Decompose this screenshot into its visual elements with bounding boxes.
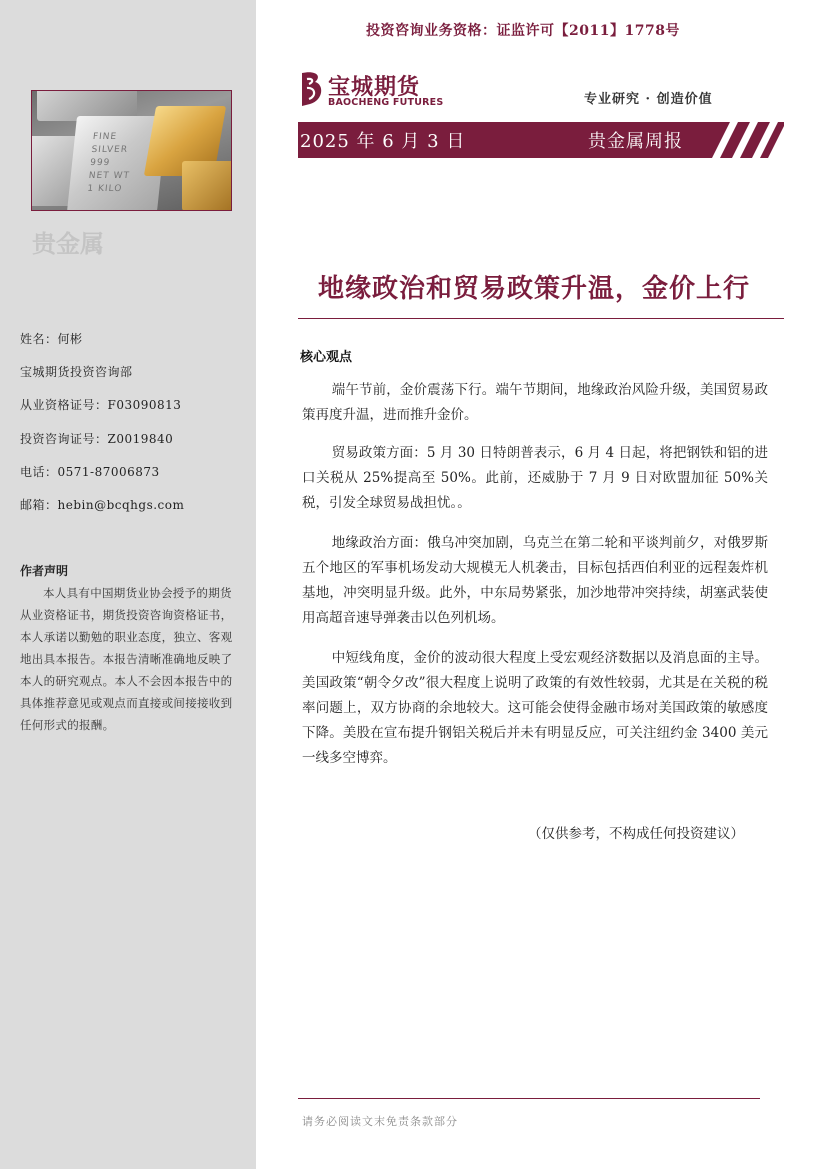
sidebar-category-label: 贵金属 — [32, 230, 104, 258]
report-headline: 地缘政治和贸易政策升温，金价上行 — [318, 274, 751, 304]
report-date: 2025 年 6 月 3 日 — [300, 131, 466, 152]
logo-mark-icon — [298, 70, 326, 108]
silver-bar-stamp — [87, 131, 135, 196]
bar-stamp-line: 999 — [89, 158, 111, 168]
report-type: 贵金属周报 — [588, 131, 683, 152]
author-phone: 电话：0571-87006873 — [20, 465, 160, 479]
footer-divider — [298, 1098, 760, 1099]
company-logo — [298, 70, 444, 110]
bar-stamp-line: SILVER — [90, 145, 129, 155]
paragraph: 中短线角度，金价的波动很大程度上受宏观经济数据以及消息面的主导。美国政策“朝令夕改”很大程度上说明了政策的有效性较弱，尤其是在关税的税率问题上，双方协商的余地较大。这可能会使得金融市场对美国政策的敏感度下降。美股在宣布提升钢铝关税后并未有明显反应，可关注纽约金 3400 美元一线多空博弈。 — [302, 650, 768, 766]
section-title: 核心观点 — [300, 350, 353, 365]
author-declaration-body: 本人具有中国期货业协会授予的期货从业资格证书，期货投资咨询资格证书，本人承诺以勤勉的职业态度，独立、客观地出具本报告。本报告清晰准确地反映了本人的研究观点。本人不会因本报告中的具体推荐意见或观点而直接或间接接收到任何形式的报酬。 — [20, 586, 233, 732]
headline-divider — [298, 318, 784, 319]
author-consulting-number: 投资咨询证号：Z0019840 — [20, 432, 174, 446]
investment-disclaimer-note: （仅供参考，不构成任何投资建议） — [528, 826, 744, 842]
author-qualification-number: 从业资格证号：F03090813 — [20, 398, 182, 412]
logo-english-name: BAOCHENG FUTURES — [328, 97, 444, 108]
author-declaration-title: 作者声明 — [20, 564, 69, 578]
precious-metal-bars-image — [31, 90, 232, 211]
gold-bar-graphic — [182, 161, 232, 211]
bar-stamp-line: 1 KILO — [86, 184, 123, 194]
bar-stamp-line: NET WT — [88, 171, 131, 181]
qualification-notice: 投资咨询业务资格：证监许可【2011】1778号 — [366, 23, 680, 39]
logo-chinese-name: 宝城期货 — [328, 74, 421, 100]
sidebar — [0, 0, 256, 1169]
paragraph: 地缘政治方面：俄乌冲突加剧，乌克兰在第二轮和平谈判前夕，对俄罗斯五个地区的军事机场发动大规模无人机袭击，目标包括西伯利亚的远程轰炸机基地，冲突明显升级。此外，中东局势紧张，加沙地带冲突持续，胡塞武装使用高超音速导弹袭击以色列机场。 — [302, 535, 768, 626]
bar-stamp-line: FINE — [92, 132, 118, 142]
author-department: 宝城期货投资咨询部 — [20, 365, 133, 379]
author-email[interactable]: 邮箱：hebin@bcqhgs.com — [20, 498, 185, 512]
paragraph: 贸易政策方面：5 月 30 日特朗普表示，6 月 4 日起，将把钢铁和铝的进口关税从 25%提高至 50%。此前，还威胁于 7 月 9 日对欧盟加征 50%关税，引发全球贸易战担忧。。 — [302, 445, 768, 511]
paragraph: 端午节前，金价震荡下行。端午节期间，地缘政治风险升级，美国贸易政策再度升温，进而推升金价。 — [302, 382, 768, 423]
author-name: 姓名：何彬 — [20, 332, 83, 346]
footer-disclaimer-link: 请务必阅读文末免责条款部分 — [302, 1115, 458, 1128]
company-slogan: 专业研究 · 创造价值 — [584, 92, 713, 107]
